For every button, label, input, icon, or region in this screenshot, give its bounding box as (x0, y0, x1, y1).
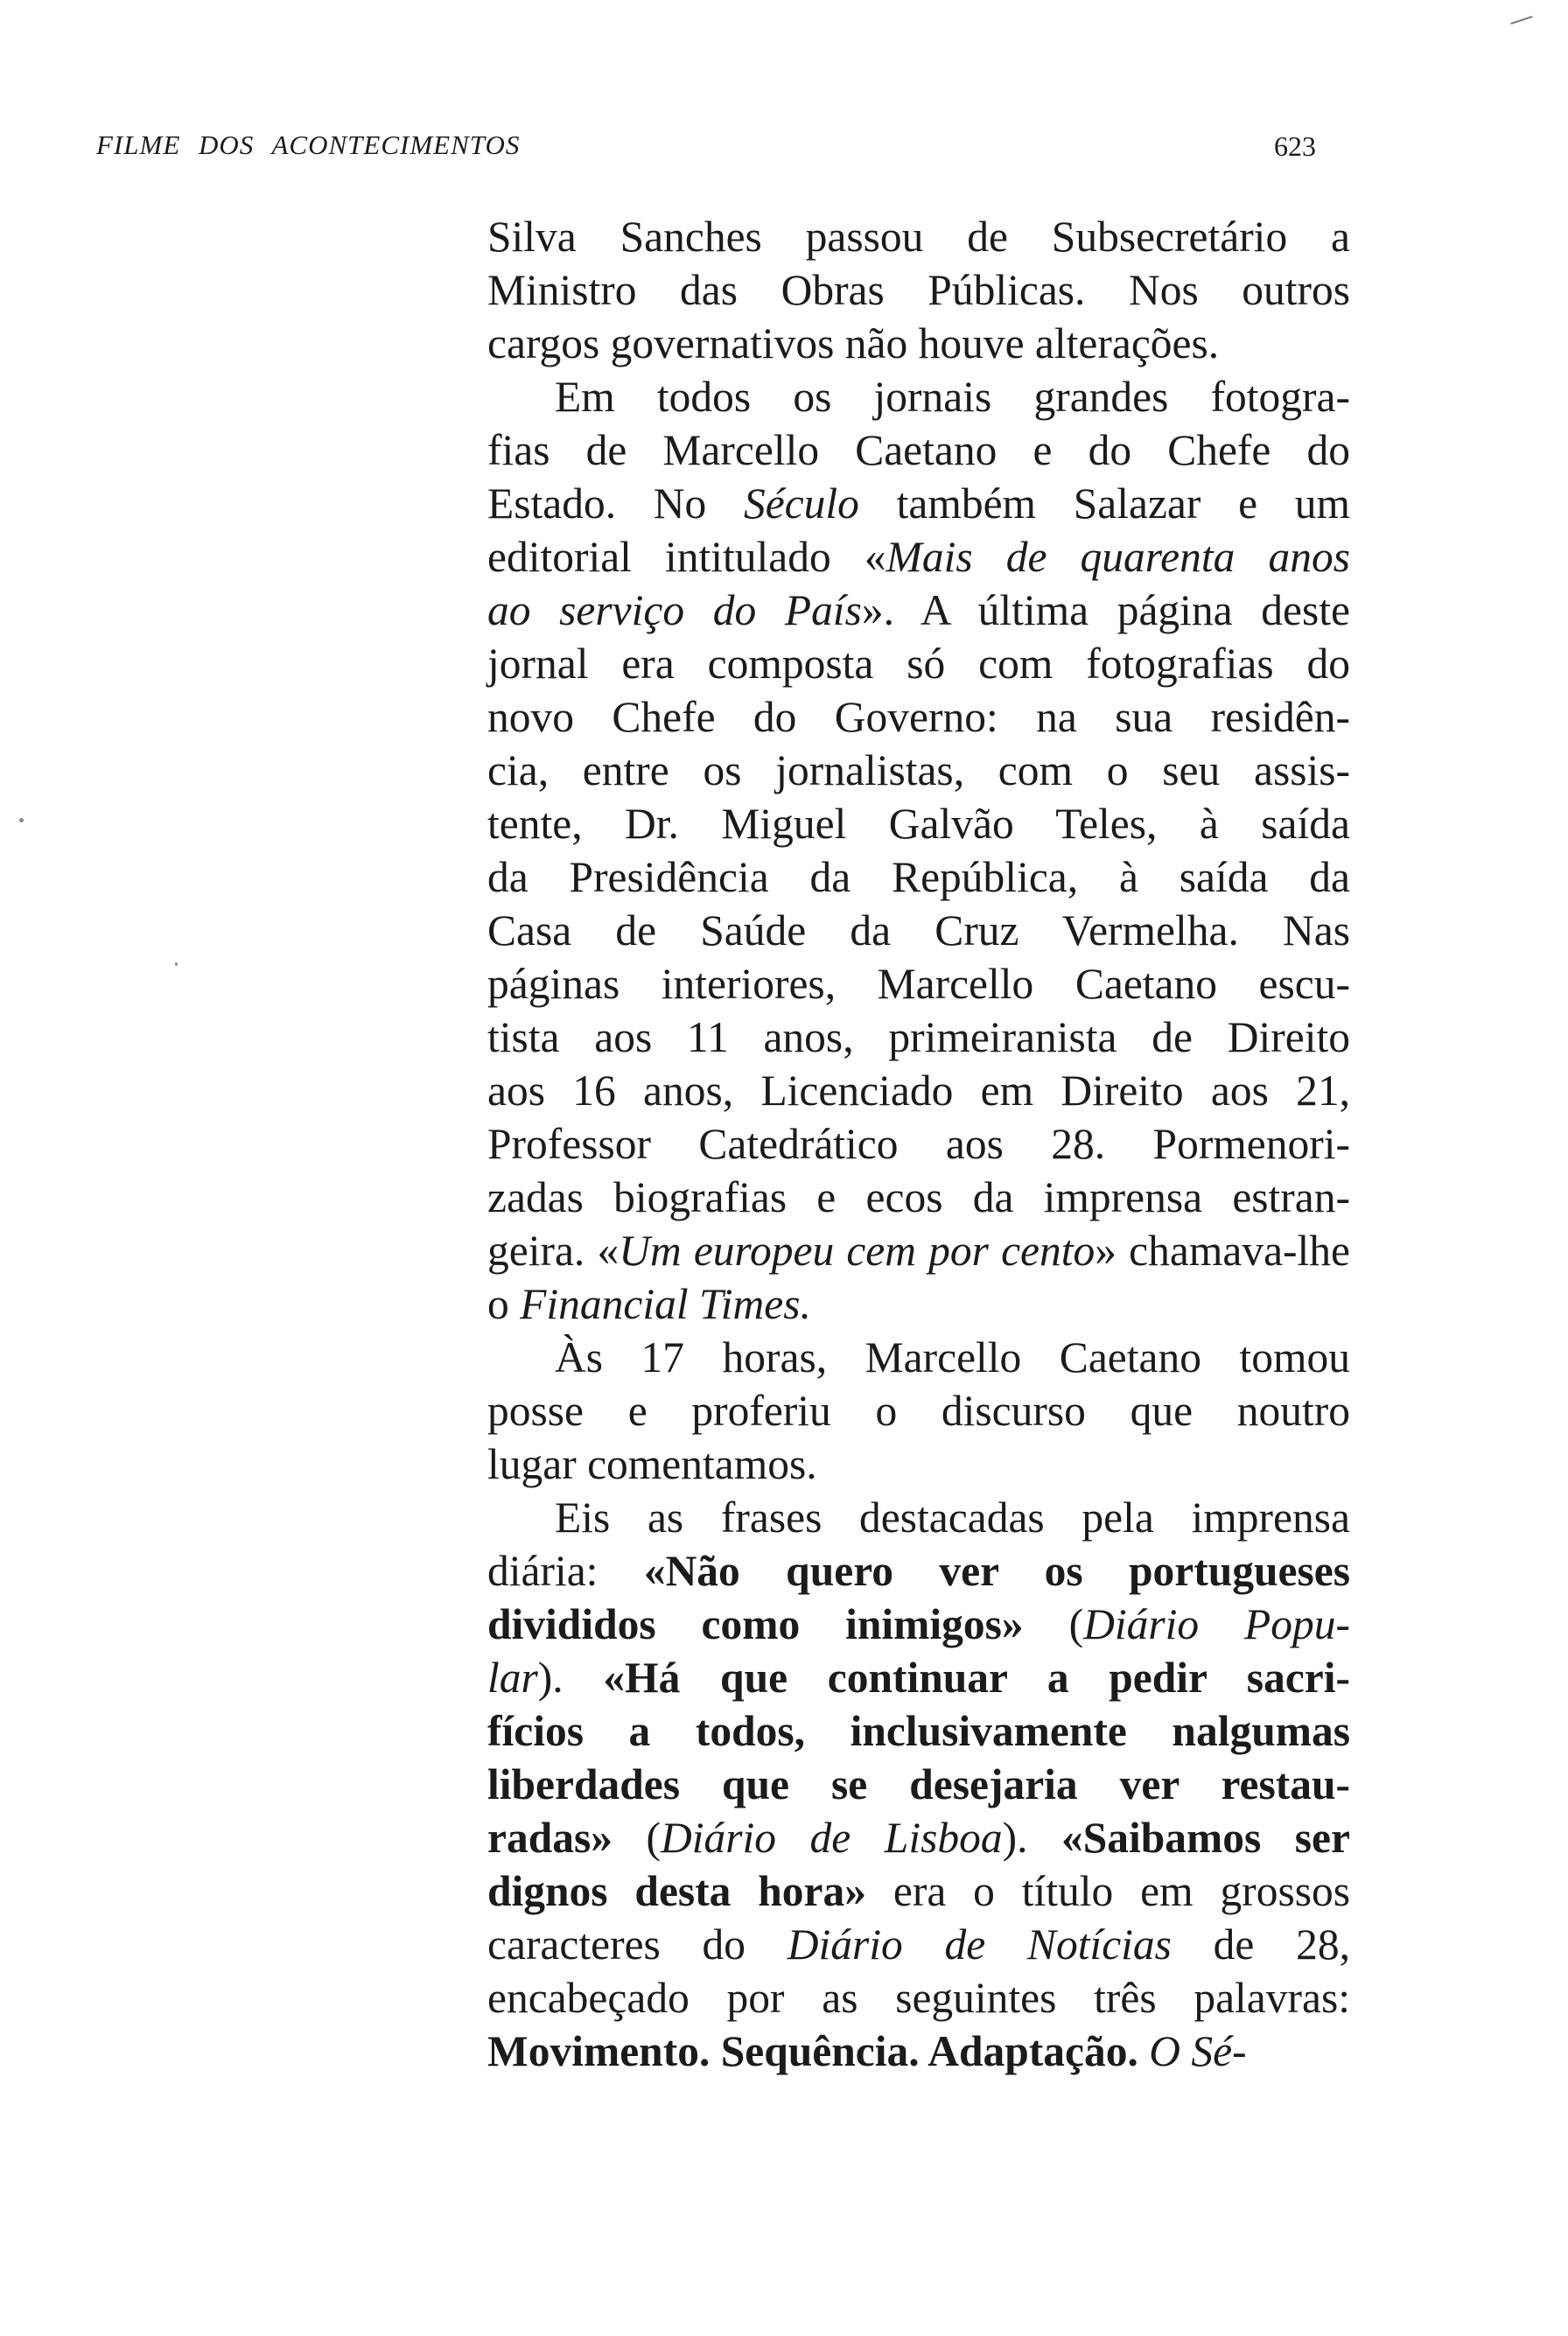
bold-text: liberdades que se desejaria ver restau- (487, 1760, 1350, 1808)
text-line (487, 1224, 1350, 1277)
text-line (487, 1598, 1350, 1651)
italic-text: Século (743, 479, 859, 528)
text-run: Ministro das Obras Públicas. Nos outros (487, 266, 1350, 314)
text-run: aos 16 anos, Licenciado em Direito aos 21, (487, 1067, 1350, 1115)
italic-text: Diário de Lisboa (661, 1814, 1003, 1862)
text-line (487, 1331, 1350, 1384)
text-line (487, 1064, 1350, 1117)
italic-text: lar (487, 1654, 538, 1702)
text-line (487, 210, 1350, 263)
text-line (487, 637, 1350, 690)
text-run: diária: (487, 1547, 644, 1595)
text-line (487, 1117, 1350, 1171)
text-line (487, 1918, 1350, 1971)
text-run: Às 17 horas, Marcello Caetano tomou (555, 1333, 1350, 1381)
text-line (487, 957, 1350, 1011)
text-line (487, 1491, 1350, 1544)
text-line (487, 584, 1350, 637)
text-line (487, 1277, 1350, 1331)
text-run: páginas interiores, Marcello Caetano escu- (487, 960, 1350, 1008)
text-run: caracteres do (487, 1920, 788, 1969)
text-run: tente, Dr. Miguel Galvão Teles, à saída (487, 800, 1350, 848)
text-run: novo Chefe do Governo: na sua residên- (487, 693, 1350, 741)
text-line (487, 370, 1350, 423)
text-line (487, 317, 1350, 370)
scan-speck (175, 962, 178, 966)
text-line (487, 1651, 1350, 1704)
bold-text: dignos desta hora» (487, 1867, 867, 1915)
text-run (1138, 2027, 1149, 2075)
text-run: ». A última página deste (861, 586, 1350, 634)
italic-text: Um europeu cem por cento (619, 1227, 1096, 1275)
text-line (487, 1704, 1350, 1758)
text-line (487, 690, 1350, 744)
text-run: ( (612, 1814, 662, 1862)
text-run: jornal era composta só com fotografias do (487, 640, 1350, 688)
text-run: geira. « (487, 1227, 620, 1275)
text-run: Silva Sanches passou de Subsecretário a (487, 213, 1350, 261)
italic-text: Diário de Notícias (787, 1920, 1172, 1969)
text-run: de 28, (1171, 1920, 1350, 1969)
text-run: lugar comentamos. (487, 1440, 817, 1488)
text-run: Eis as frases destacadas pela imprensa (555, 1493, 1350, 1542)
text-run: Estado. No (487, 479, 744, 528)
text-run: Professor Catedrático aos 28. Pormenori- (487, 1120, 1350, 1168)
body-text (487, 210, 1350, 2078)
text-line (487, 1544, 1350, 1598)
text-run: tista aos 11 anos, primeiranista de Direito (487, 1013, 1350, 1061)
text-line (487, 1171, 1350, 1224)
running-title: FILME DOS ACONTECIMENTOS (96, 129, 521, 160)
text-run: Casa de Saúde da Cruz Vermelha. Nas (487, 906, 1350, 955)
text-line (487, 263, 1350, 317)
text-run: encabeçado por as seguintes três palavras: (487, 1974, 1350, 2022)
text-line (487, 1437, 1350, 1491)
text-line (487, 2025, 1350, 2078)
text-line (487, 1011, 1350, 1064)
text-line (487, 797, 1350, 850)
text-run: zadas biografias e ecos da imprensa estran- (487, 1173, 1350, 1221)
text-run: fias de Marcello Caetano e do Chefe do (487, 426, 1350, 474)
text-run: cargos governativos não houve alterações. (487, 319, 1220, 367)
italic-text: Diário Popu- (1083, 1600, 1350, 1648)
text-line (487, 850, 1350, 904)
text-line (487, 477, 1350, 530)
italic-text: O Sé- (1149, 2027, 1247, 2075)
bold-text: fícios a todos, inclusivamente nalgumas (487, 1707, 1350, 1755)
bold-text: «Há que continuar a pedir sacri- (603, 1654, 1350, 1702)
text-line (487, 1758, 1350, 1811)
text-line (487, 1811, 1350, 1864)
bold-text: radas» (487, 1814, 613, 1862)
text-run: o (487, 1280, 521, 1328)
text-run: ). (1002, 1814, 1061, 1862)
text-run: posse e proferiu o discurso que noutro (487, 1387, 1350, 1435)
text-line (487, 530, 1350, 584)
text-run: da Presidência da República, à saída da (487, 853, 1350, 901)
text-line (487, 1864, 1350, 1918)
bold-text: «Saibamos ser (1060, 1814, 1350, 1862)
text-run: ). (537, 1654, 604, 1702)
italic-text: ao serviço do País (487, 586, 862, 634)
text-run: editorial intitulado « (487, 533, 886, 581)
text-line (487, 744, 1350, 797)
bold-text: Movimento. Sequência. Adaptação. (487, 2027, 1138, 2075)
bold-text: divididos como inimigos» (487, 1600, 1024, 1648)
text-run: ( (1023, 1600, 1084, 1648)
bold-text: «Não quero ver os portugueses (643, 1547, 1350, 1595)
text-line (487, 1384, 1350, 1437)
page-number: 623 (1274, 130, 1316, 162)
text-run: » chamava-lhe (1095, 1227, 1350, 1275)
italic-text: Mais de quarenta anos (886, 533, 1351, 581)
text-run: era o título em grossos (866, 1867, 1351, 1915)
text-run: cia, entre os jornalistas, com o seu assis- (487, 746, 1350, 794)
text-line (487, 1971, 1350, 2025)
text-line (487, 904, 1350, 957)
text-run: Em todos os jornais grandes fotogra- (555, 373, 1350, 421)
scan-speck (19, 818, 24, 822)
scan-mark (1510, 16, 1532, 24)
italic-text: Financial Times. (520, 1280, 811, 1328)
text-line (487, 423, 1350, 477)
text-run: também Salazar e um (858, 479, 1350, 528)
